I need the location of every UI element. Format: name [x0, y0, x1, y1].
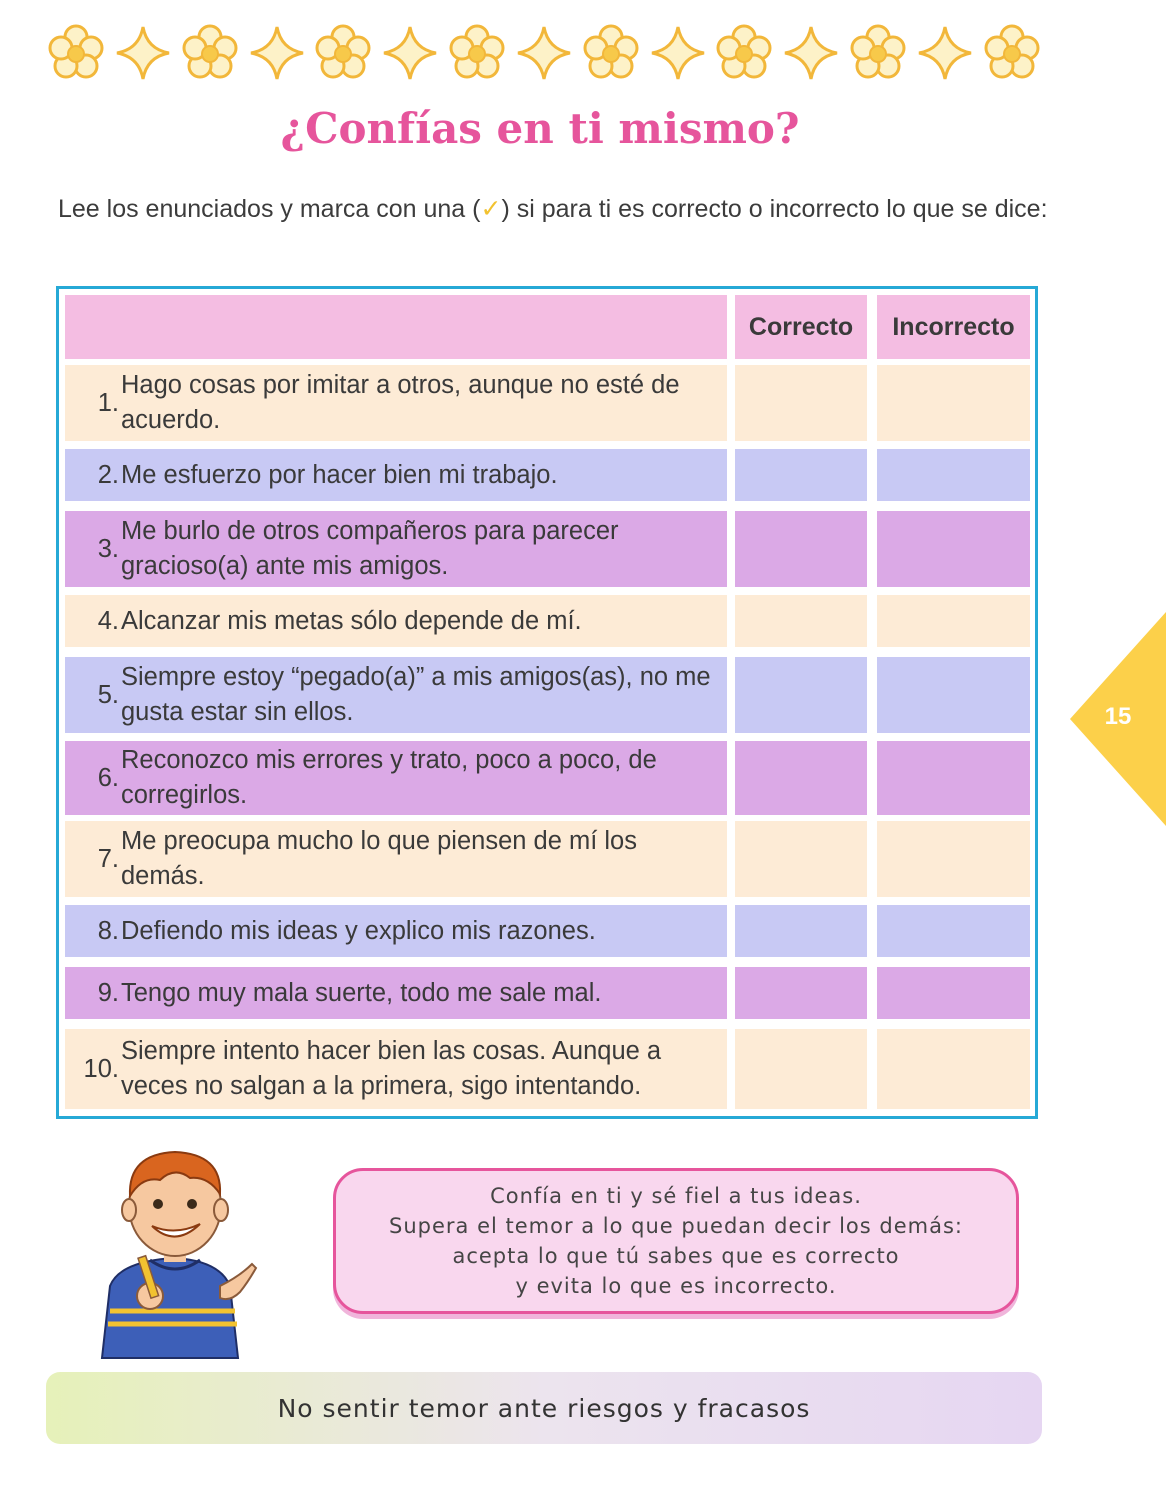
statement: [65, 657, 725, 733]
table-row: [59, 967, 1035, 1019]
incorrect-checkbox-cell[interactable]: [877, 657, 1030, 733]
sparkle-icon: [247, 23, 307, 83]
table-row: [59, 741, 1035, 815]
statement-text: Hago cosas por imitar a otros, aunque no esté de acuerdo.: [121, 371, 680, 434]
flower-icon: [180, 23, 240, 83]
instructions: [58, 192, 1058, 226]
incorrect-checkbox-cell[interactable]: [877, 449, 1030, 501]
flower-icon: [581, 23, 641, 83]
decorative-border: [46, 18, 1042, 88]
page-number: 15: [1104, 703, 1132, 730]
statement: [65, 967, 725, 1019]
correct-checkbox-cell[interactable]: [735, 741, 867, 815]
statement: [65, 821, 725, 897]
table-row: [59, 511, 1035, 587]
sparkle-icon: [514, 23, 574, 83]
correct-checkbox-cell[interactable]: [735, 657, 867, 733]
header-statement-cell: [65, 295, 727, 359]
incorrect-checkbox-cell[interactable]: [877, 741, 1030, 815]
flower-icon: [447, 23, 507, 83]
statement: [65, 365, 725, 441]
sparkle-icon: [648, 23, 708, 83]
statement-text: Siempre estoy “pegado(a)” a mis amigos(as), no me gusta estar sin ellos.: [121, 663, 711, 726]
incorrect-checkbox-cell[interactable]: [877, 967, 1030, 1019]
statement-number: 5.: [97, 680, 119, 709]
statement-text: Alcanzar mis metas sólo depende de mí.: [121, 606, 582, 635]
sparkle-icon: [781, 23, 841, 83]
incorrect-checkbox-cell[interactable]: [877, 511, 1030, 587]
sparkle-icon: [915, 23, 975, 83]
statement-text: Me preocupa mucho lo que piensen de mí los demás.: [121, 827, 637, 890]
advice-line: Confía en ti y sé fiel a tus ideas.: [490, 1184, 862, 1208]
statement-number: 9.: [97, 978, 119, 1007]
boy-illustration: [80, 1136, 265, 1361]
statement-text: Me burlo de otros compañeros para parecer gracioso(a) ante mis amigos.: [121, 517, 619, 580]
table-row: [59, 449, 1035, 501]
statement-number: 10.: [83, 1054, 119, 1083]
statement-text: Me esfuerzo por hacer bien mi trabajo.: [121, 460, 558, 489]
column-header-correcto: Correcto: [748, 312, 854, 341]
correct-checkbox-cell[interactable]: [735, 449, 867, 501]
statement: [65, 595, 725, 647]
table-row: [59, 657, 1035, 733]
table-header-row: [59, 295, 1035, 359]
statement-text: Tengo muy mala suerte, todo me sale mal.: [121, 978, 602, 1007]
correct-checkbox-cell[interactable]: [735, 967, 867, 1019]
sparkle-icon: [113, 23, 173, 83]
flower-icon: [714, 23, 774, 83]
flower-icon: [46, 23, 106, 83]
flower-icon: [313, 23, 373, 83]
advice-line: acepta lo que tú sabes que es correcto: [452, 1244, 900, 1268]
statement-number: 2.: [97, 460, 119, 489]
correct-checkbox-cell[interactable]: [735, 905, 867, 957]
incorrect-checkbox-cell[interactable]: [877, 821, 1030, 897]
correct-checkbox-cell[interactable]: [735, 511, 867, 587]
statement-number: 4.: [97, 606, 119, 635]
instructions-after: ) si para ti es correcto o incorrecto lo que se dice:: [501, 195, 1048, 223]
statement-text: Siempre intento hacer bien las cosas. Aunque a veces no salgan a la primera, sigo intentando.: [121, 1037, 662, 1100]
table-row: [59, 595, 1035, 647]
statement-number: 7.: [97, 844, 119, 873]
column-header-incorrecto: Incorrecto: [892, 312, 1015, 341]
checkmark-icon: ✓: [480, 195, 502, 223]
incorrect-checkbox-cell[interactable]: [877, 595, 1030, 647]
advice-bubble: [333, 1168, 1019, 1314]
footer-banner: No sentir temor ante riesgos y fracasos: [46, 1372, 1042, 1444]
table-row: [59, 821, 1035, 897]
statement-number: 3.: [97, 534, 119, 563]
table-row: [59, 365, 1035, 441]
advice-line: y evita lo que es incorrecto.: [515, 1274, 837, 1298]
correct-checkbox-cell[interactable]: [735, 365, 867, 441]
incorrect-checkbox-cell[interactable]: [877, 905, 1030, 957]
statement-text: Reconozco mis errores y trato, poco a poco, de corregirlos.: [121, 746, 657, 809]
incorrect-checkbox-cell[interactable]: [877, 1029, 1030, 1109]
statement: [65, 511, 725, 587]
sparkle-icon: [380, 23, 440, 83]
statement: [65, 1029, 725, 1109]
correct-checkbox-cell[interactable]: [735, 1029, 867, 1109]
statement-text: Defiendo mis ideas y explico mis razones.: [121, 916, 596, 945]
statement-number: 6.: [97, 763, 119, 792]
advice-line: Supera el temor a lo que puedan decir los demás:: [389, 1214, 963, 1238]
page-title: ¿Confías en ti mismo?: [280, 104, 800, 153]
incorrect-checkbox-cell[interactable]: [877, 365, 1030, 441]
self-confidence-quiz-table: [56, 286, 1038, 1119]
statement-number: 8.: [97, 916, 119, 945]
statement-number: 1.: [97, 388, 119, 417]
statement: [65, 449, 725, 501]
instructions-before: Lee los enunciados y marca con una (: [58, 195, 481, 223]
correct-checkbox-cell[interactable]: [735, 595, 867, 647]
statement: [65, 905, 725, 957]
flower-icon: [982, 23, 1042, 83]
correct-checkbox-cell[interactable]: [735, 821, 867, 897]
table-row: [59, 1029, 1035, 1109]
table-row: [59, 905, 1035, 957]
flower-icon: [848, 23, 908, 83]
statement: [65, 741, 725, 815]
